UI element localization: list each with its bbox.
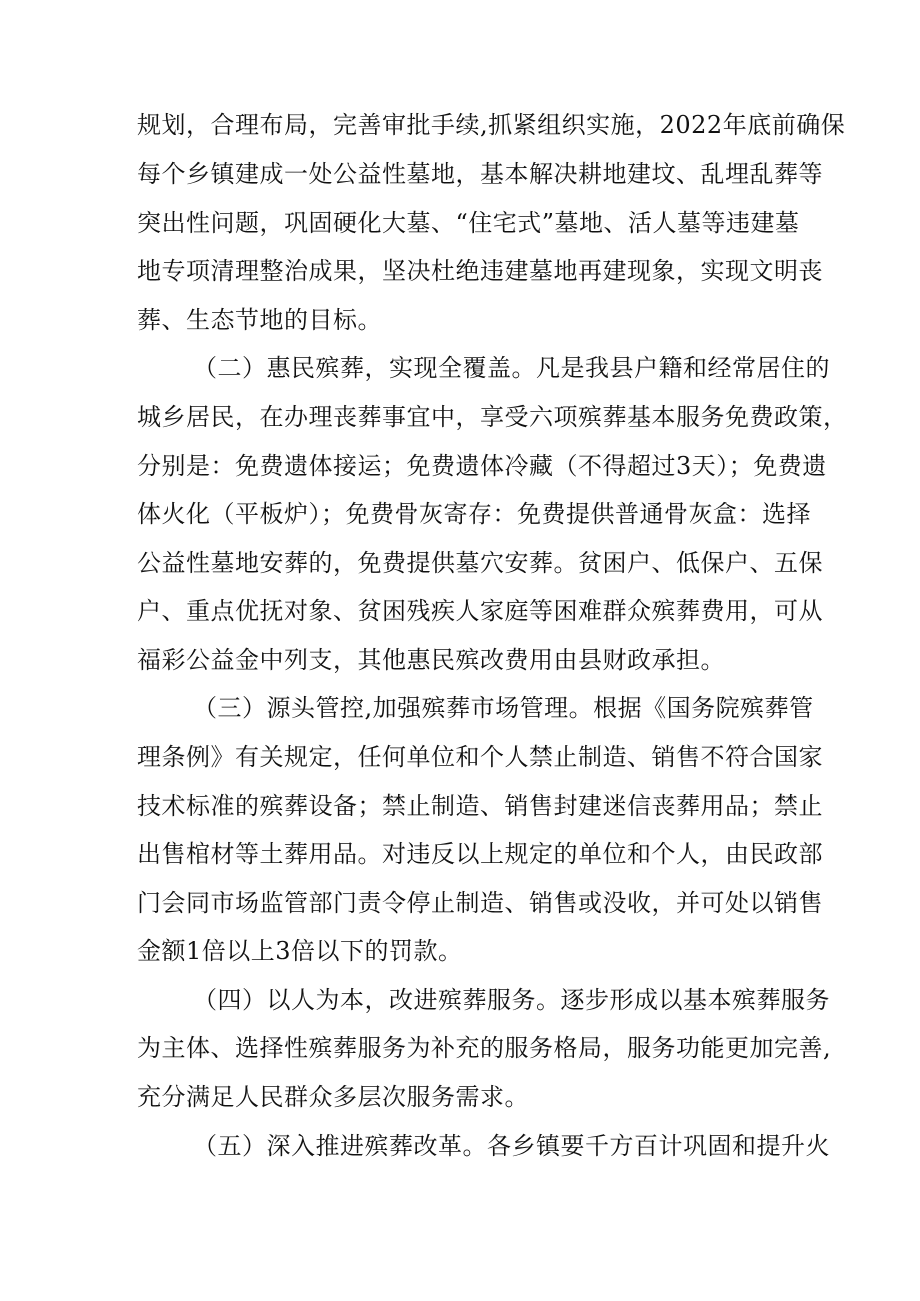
paragraph-first-line: （三）源头管控,加强殡葬市场管理。根据《国务院殡葬管 bbox=[193, 694, 814, 722]
text-line: 金额1倍以上3倍以下的罚款。 bbox=[137, 937, 463, 965]
text-line: 每个乡镇建成一处公益性墓地，基本解决耕地建坟、乱埋乱葬等 bbox=[137, 160, 823, 188]
text-line: 充分满足人民群众多层次服务需求。 bbox=[137, 1083, 529, 1111]
text-line: 理条例》有关规定，任何单位和个人禁止制造、销售不符合国家 bbox=[137, 743, 823, 771]
text-line: 城乡居民，在办理丧葬事宜中，享受六项殡葬基本服务免费政策， bbox=[137, 403, 848, 431]
text-line: 分别是：免费遗体接运；免费遗体冷藏（不得超过3天）；免费遗 bbox=[137, 452, 827, 480]
text-line: 技术标准的殡葬设备；禁止制造、销售封建迷信丧葬用品；禁止 bbox=[137, 792, 823, 820]
text-line: 为主体、选择性殡葬服务为补充的服务格局，服务功能更加完善, bbox=[137, 1034, 832, 1062]
text-line: 地专项清理整治成果，坚决杜绝违建墓地再建现象，实现文明丧 bbox=[137, 257, 823, 285]
text-line: 突出性问题，巩固硬化大墓、“住宅式”墓地、活人墓等违建墓 bbox=[137, 209, 800, 237]
paragraph-first-line: （四）以人为本，改进殡葬服务。逐步形成以基本殡葬服务 bbox=[193, 986, 830, 1014]
paragraph-first-line: （二）惠民殡葬，实现全覆盖。凡是我县户籍和经常居住的 bbox=[193, 354, 830, 382]
text-line: 门会同市场监管部门责令停止制造、销售或没收，并可处以销售 bbox=[137, 889, 823, 917]
text-line: 公益性墓地安葬的，免费提供墓穴安葬。贫困户、低保户、五保 bbox=[137, 549, 823, 577]
text-line: 户、重点优抚对象、贫困残疾人家庭等困难群众殡葬费用，可从 bbox=[137, 597, 823, 625]
text-line: 葬、生态节地的目标。 bbox=[137, 306, 382, 334]
paragraph-first-line: （五）深入推进殡葬改革。各乡镇要千方百计巩固和提升火 bbox=[193, 1132, 830, 1160]
text-line: 体火化（平板炉）；免费骨灰寄存：免费提供普通骨灰盒：选择 bbox=[137, 500, 811, 528]
text-line: 规划，合理布局，完善审批手续,抓紧组织实施，2022年底前确保 bbox=[137, 111, 846, 139]
text-line: 出售棺材等土葬用品。对违反以上规定的单位和个人，由民政部 bbox=[137, 840, 823, 868]
text-line: 福彩公益金中列支，其他惠民殡改费用由县财政承担。 bbox=[137, 646, 725, 674]
